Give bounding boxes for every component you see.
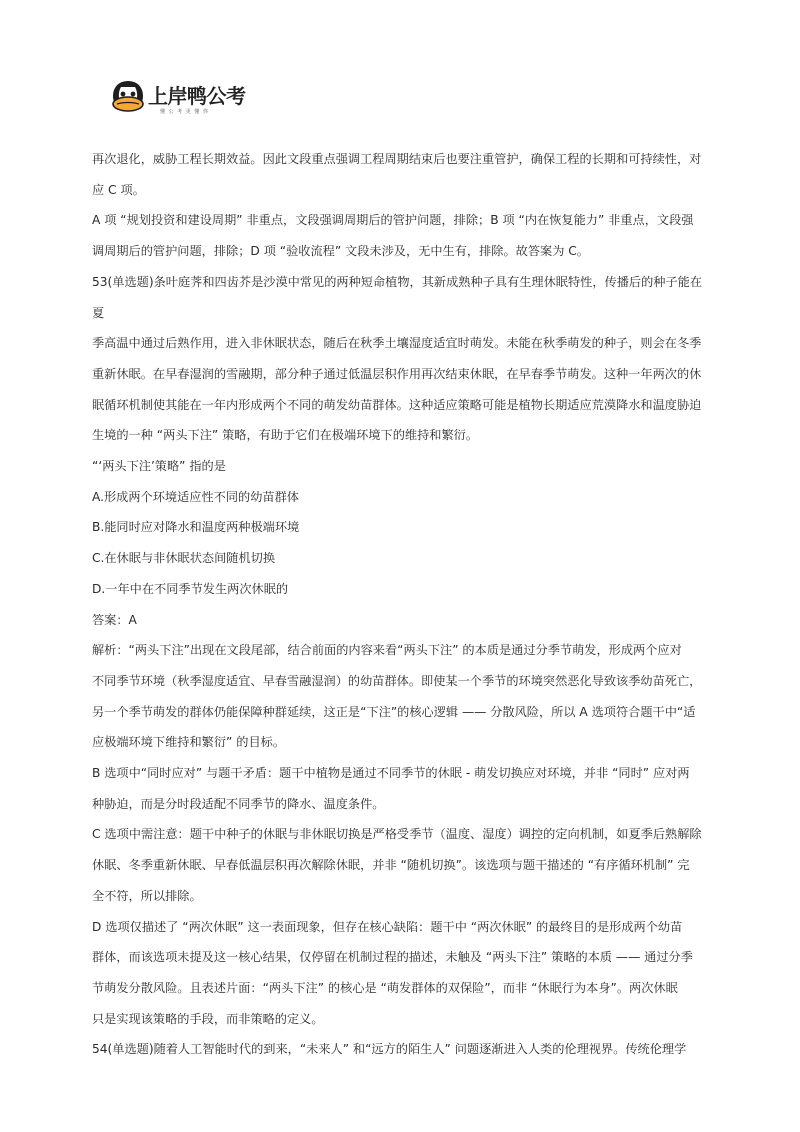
text-line: 不同季节环境（秋季湿度适宜、早春雪融湿润）的幼苗群体。即使某一个季节的环境突然恶化导致该季幼苗死亡， — [92, 673, 702, 688]
text-line: 应 C 项。 — [92, 182, 145, 197]
text-line: 另一个季节萌发的群体仍能保障种群延续，这正是“下注”的核心逻辑 —— 分散风险，所以 A 选项符合题干中“适 — [92, 704, 696, 719]
text-line: 答案：A — [92, 612, 137, 627]
paragraph — [92, 605, 712, 636]
text-line: 解析：“两头下注”出现在文段尾部，结合前面的内容来看“两头下注” 的本质是通过分季节萌发，形成两个应对 — [92, 643, 682, 658]
paragraph — [92, 574, 712, 605]
text-line: 应极端环境下维持和繁衍” 的目标。 — [92, 735, 286, 750]
duck-mascot-icon — [108, 78, 148, 118]
text-line: 节萌发分散风险。且表述片面：“两头下注” 的核心是 “萌发群体的双保险”，而非 “休眠行为本身”。两次休眠 — [92, 980, 678, 995]
paragraph — [92, 543, 712, 574]
text-line: 生境的一种 “两头下注” 策略，有助于它们在极端环境下的维持和繁衍。 — [92, 428, 479, 443]
paragraph — [92, 482, 712, 513]
text-line: C 选项中需注意：题干中种子的休眠与非休眠切换是严格受季节（温度、湿度）调控的定向机制，如夏季后熟解除 — [92, 827, 702, 842]
text-line: 群体，而该选项未提及这一核心结果，仅停留在机制过程的描述，未触及 “两头下注” 策略的本质 —— 通过分季 — [92, 950, 693, 965]
paragraph — [92, 912, 712, 1035]
text-line: C.在休眠与非休眠状态间随机切换 — [92, 551, 276, 566]
logo-tagline: 懂 公 考 更 懂 你 — [160, 109, 209, 115]
text-line: A.形成两个环境适应性不同的幼苗群体 — [92, 489, 299, 504]
text-line: B.能同时应对降水和温度两种极端环境 — [92, 520, 300, 535]
text-line: A 项 “规划投资和建设周期” 非重点，文段强调周期后的管护问题，排除；B 项 “内在恢复能力” 非重点，文段强 — [92, 213, 694, 228]
logo-text: 上岸鸭公考 — [148, 84, 246, 108]
paragraph — [92, 758, 712, 819]
paragraph — [92, 205, 712, 266]
text-line: 季高温中通过后熟作用，进入非休眠状态，随后在秋季土壤湿度适宜时萌发。未能在秋季萌发的种子，则会在冬季 — [92, 336, 702, 351]
text-line: 眠循环机制使其能在一年内形成两个不同的萌发幼苗群体。这种适应策略可能是植物长期适应荒漠降水和温度胁迫 — [92, 397, 702, 412]
text-line: 只是实现该策略的手段，而非策略的定义。 — [92, 1011, 324, 1026]
text-line: 再次退化，威胁工程长期效益。因此文段重点强调工程周期结束后也要注重管护，确保工程的长期和可持续性，对 — [92, 152, 702, 166]
text-line: 重新休眠。在早春湿润的雪融期，部分种子通过低温层积作用再次结束休眠，在早春季节萌发。这种一年两次的休 — [92, 366, 702, 381]
paragraph — [92, 635, 712, 758]
text-line: 54(单选题)随着人工智能时代的到来，“未来人” 和“远方的陌生人” 问题逐渐进入人类的伦理视界。传统伦理学 — [92, 1042, 687, 1057]
document-body — [92, 144, 712, 1065]
paragraph — [92, 451, 712, 482]
text-line: B 选项中“同时应对” 与题干矛盾：题干中植物是通过不同季节的休眠 - 萌发切换应对环境，并非 “同时” 应对两 — [92, 766, 690, 781]
text-line: 种胁迫，而是分时段适配不同季节的降水、温度条件。 — [92, 796, 385, 811]
text-line: D.一年中在不同季节发生两次休眠的 — [92, 581, 289, 596]
brand-logo — [108, 76, 258, 122]
text-line: 休眠、冬季重新休眠、早春低温层积再次解除休眠，并非 “随机切换”。该选项与题干描述的 “有序循环机制” 完 — [92, 858, 690, 873]
paragraph — [92, 512, 712, 543]
text-line: “‘两头下注’策略” 指的是 — [92, 459, 226, 474]
paragraph — [92, 144, 712, 205]
paragraph — [92, 267, 712, 451]
text-line: 53(单选题)条叶庭荠和四齿芥是沙漠中常见的两种短命植物，其新成熟种子具有生理休眠特性，传播后的种子能在夏 — [92, 274, 703, 320]
text-line: D 选项仅描述了 “两次休眠” 这一表面现象，但存在核心缺陷：题干中 “两次休眠” 的最终目的是形成两个幼苗 — [92, 919, 683, 934]
paragraph — [92, 1034, 712, 1065]
paragraph — [92, 819, 712, 911]
text-line: 全不符，所以排除。 — [92, 888, 202, 903]
text-line: 调周期后的管护问题，排除；D 项 “验收流程” 文段未涉及，无中生有，排除。故答案为 C。 — [92, 244, 589, 259]
